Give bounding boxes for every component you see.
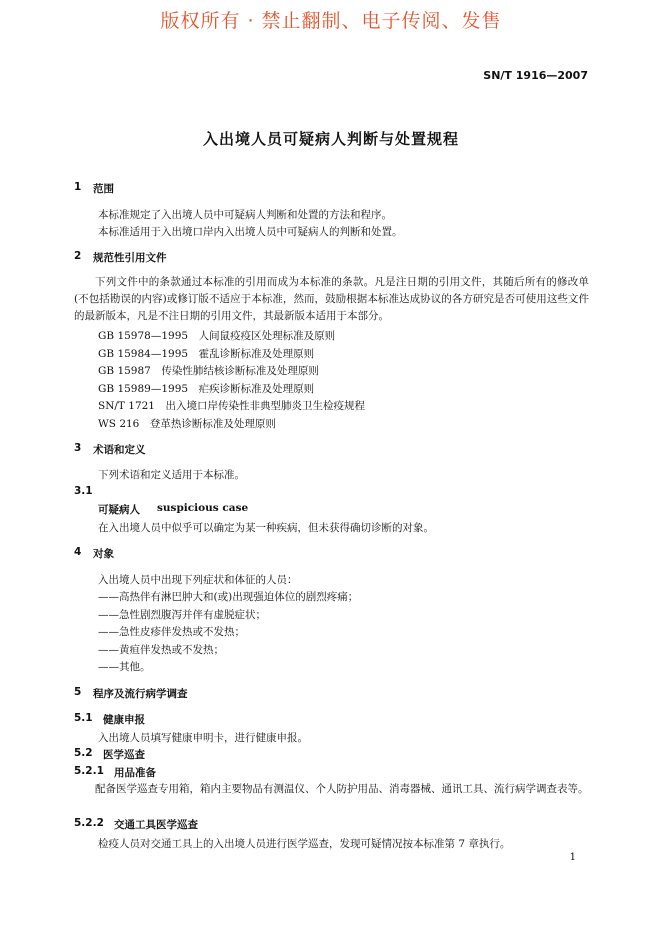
subsection-3-1-number: 3.1 <box>74 485 93 497</box>
section-1-para-2: 本标准适用于入出境口岸内入出境人员中可疑病人的判断和处置。 <box>98 226 403 238</box>
section-5-number: 5 <box>74 686 82 698</box>
subsection-5-1-text: 入出境人员填写健康申明卡，进行健康申报。 <box>98 732 308 744</box>
section-1-heading: 范围 <box>93 183 114 195</box>
section-2-number: 2 <box>74 250 82 262</box>
standard-number: SN/T 1916—2007 <box>483 69 588 82</box>
subsection-5-2-1-heading: 用品准备 <box>114 767 156 779</box>
reference-item: WS 216 登革热诊断标准及处理原则 <box>98 418 276 430</box>
section-2-intro: 下列文件中的条款通过本标准的引用而成为本标准的条款。凡是注日期的引用文件，其随后所有的修改单(不包括勘误的内容)或修订版不适应于本标准，然而，鼓励根据本标准达成协议的各方研究是否可使用这些文件的最新版本，凡是不注日期的引用文件，其最新版本适用于本部分。 <box>74 276 589 322</box>
subsection-5-2-1-text: 配备医学巡查专用箱，箱内主要物品有测温仪、个人防护用品、消毒器械、通讯工具、流行病学调查表等。 <box>95 783 589 795</box>
section-2-heading: 规范性引用文件 <box>93 252 167 264</box>
subsection-5-2-2-text: 检疫人员对交通工具上的入出境人员进行医学巡查，发现可疑情况按本标准第 7 章执行。 <box>98 838 511 850</box>
subsection-5-1-number: 5.1 <box>74 712 93 724</box>
section-3-intro: 下列术语和定义适用于本标准。 <box>98 469 245 481</box>
section-4-heading: 对象 <box>93 548 114 560</box>
list-item: ——其他。 <box>98 661 151 673</box>
subsection-5-2-1-number: 5.2.1 <box>74 765 104 777</box>
section-5-heading: 程序及流行病学调查 <box>93 688 188 700</box>
document-title: 入出境人员可疑病人判断与处置规程 <box>202 130 459 148</box>
reference-item: GB 15987 传染性肺结核诊断标准及处理原则 <box>98 365 319 377</box>
section-3-number: 3 <box>74 442 82 454</box>
term-chinese: 可疑病人 <box>98 504 140 516</box>
page-number: 1 <box>569 852 576 863</box>
section-3-heading: 术语和定义 <box>93 444 146 456</box>
subsection-5-1-heading: 健康申报 <box>103 714 145 726</box>
subsection-5-2-heading: 医学巡查 <box>103 749 145 761</box>
list-item: ——黄疸伴发热或不发热； <box>98 644 224 656</box>
section-4-number: 4 <box>74 546 82 558</box>
section-1-number: 1 <box>74 181 82 193</box>
reference-item: GB 15984—1995 霍乱诊断标准及处理原则 <box>98 348 315 360</box>
copyright-banner: 版权所有 · 禁止翻制、电子传阅、发售 <box>160 10 502 32</box>
section-4-intro: 入出境人员中出现下列症状和体征的人员： <box>98 574 298 586</box>
term-definition: 在入出境人员中似乎可以确定为某一种疾病，但未获得确切诊断的对象。 <box>98 522 434 534</box>
term-english: suspicious case <box>157 502 249 514</box>
reference-item: SN/T 1721 出入境口岸传染性非典型肺炎卫生检疫规程 <box>98 400 365 412</box>
list-item: ——高热伴有淋巴肿大和(或)出现强迫体位的剧烈疼痛； <box>98 591 359 603</box>
subsection-5-2-2-number: 5.2.2 <box>74 817 104 829</box>
section-1-para-1: 本标准规定了入出境人员中可疑病人判断和处置的方法和程序。 <box>98 209 392 221</box>
reference-item: GB 15989—1995 疟疾诊断标准及处理原则 <box>98 383 315 395</box>
subsection-5-2-2-heading: 交通工具医学巡查 <box>114 819 198 831</box>
subsection-5-2-number: 5.2 <box>74 747 93 759</box>
list-item: ——急性皮疹伴发热或不发热； <box>98 626 245 638</box>
list-item: ——急性剧烈腹泻并伴有虚脱症状； <box>98 609 266 621</box>
reference-item: GB 15978—1995 人间鼠疫疫区处理标准及原则 <box>98 330 336 342</box>
